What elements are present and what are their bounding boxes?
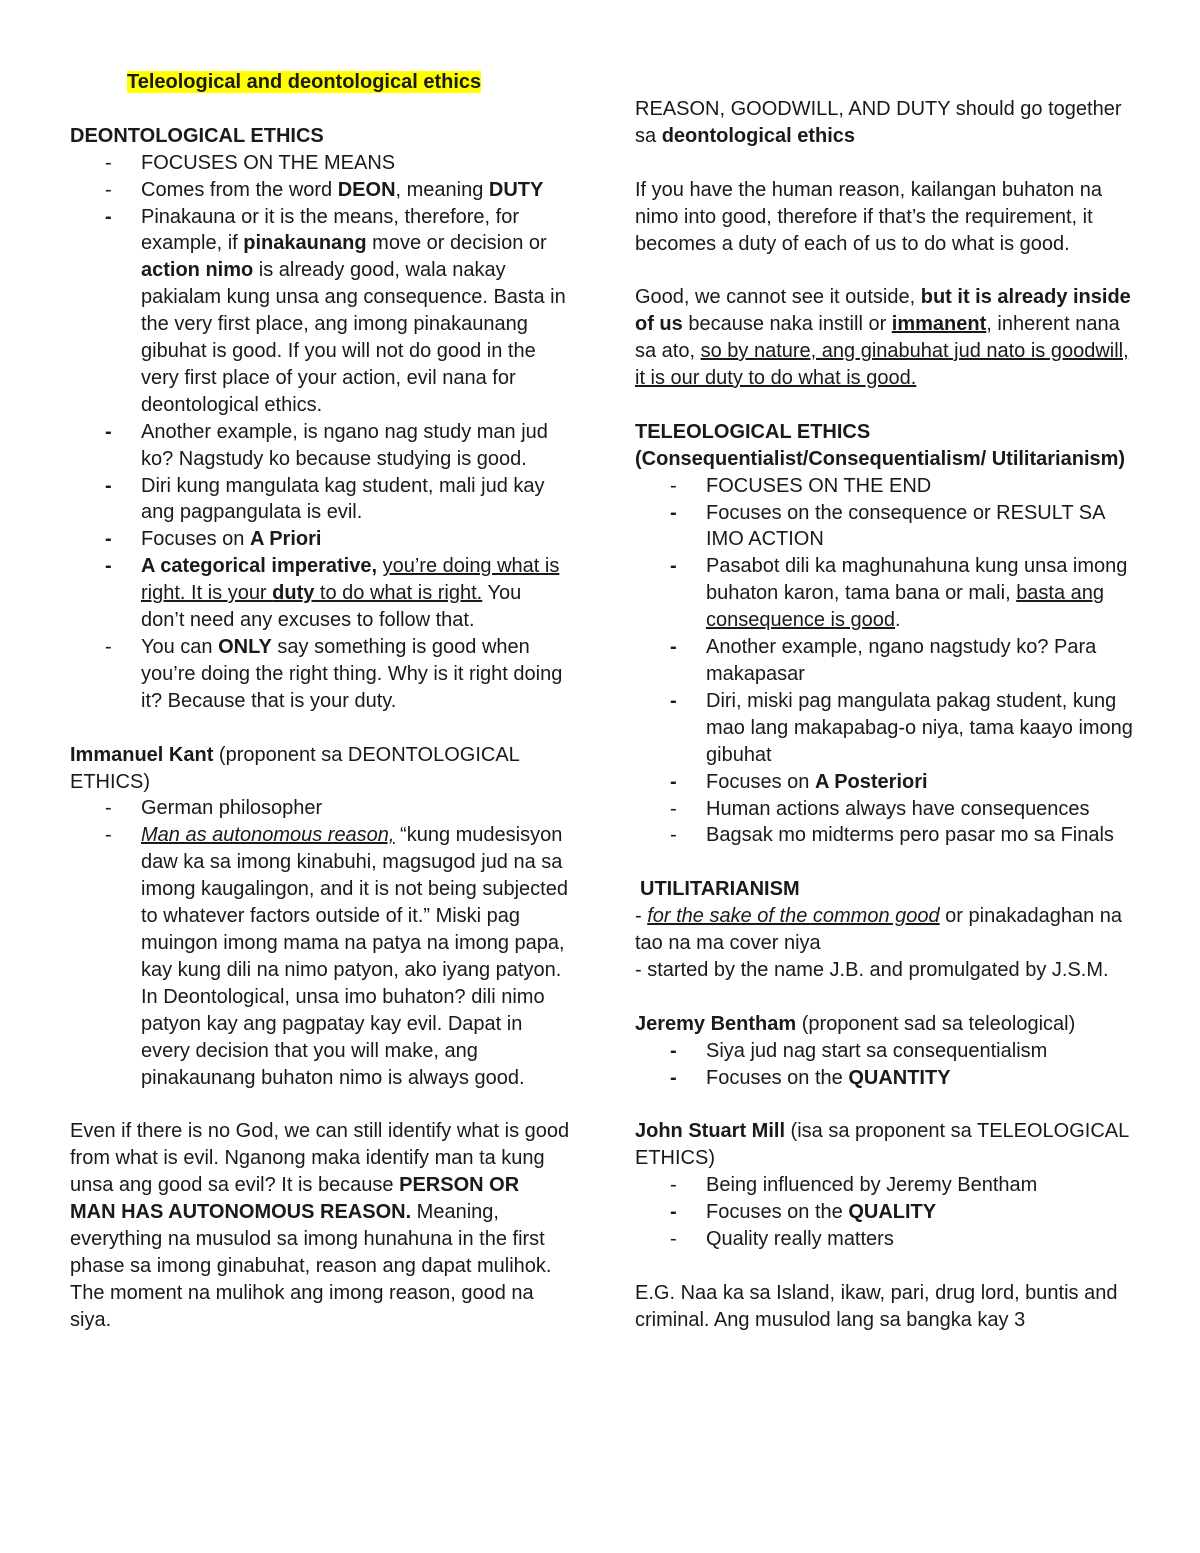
list-item: - You can ONLY say something is good when you’re doing the right thing. Why is it right doing it? Because that is your duty. [70, 634, 570, 715]
list-item: - Focuses on A Priori [70, 526, 570, 553]
list-item: - Being influenced by Jeremy Bentham [635, 1172, 1135, 1199]
list-item: - Comes from the word DEON, meaning DUTY [70, 177, 570, 204]
right-column [635, 96, 1135, 1334]
list-item: - Quality really matters [635, 1226, 1135, 1253]
list-item: - Diri kung mangulata kag student, mali jud kay ang pagpangulata is evil. [70, 473, 570, 527]
mill-list [635, 1172, 1135, 1253]
human-reason-paragraph: If you have the human reason, kailangan buhaton na nimo into good, therefore if that’s the requirement, it becomes a duty of each of us to do what is good. [635, 178, 1103, 255]
list-item: - FOCUSES ON THE MEANS [70, 150, 570, 177]
list-item: - Diri, miski pag mangulata pakag student, kung mao lang makapabag-o niya, tama kaayo imong gibuhat [635, 688, 1135, 769]
teleological-list [635, 473, 1135, 850]
left-column [70, 69, 570, 1334]
list-item: - Pasabot dili ka maghunahuna kung unsa imong buhaton karon, tama bana or mali, basta ang consequence is good. [635, 553, 1135, 634]
bentham-paragraph: Jeremy Bentham (proponent sad sa teleological) [635, 1012, 1076, 1035]
document-title: Teleological and deontological ethics [127, 71, 482, 93]
list-item: - Siya jud nag start sa consequentialism [635, 1038, 1135, 1065]
list-item: - Focuses on A Posteriori [635, 769, 1135, 796]
list-item: - Man as autonomous reason, “kung mudesisyon daw ka sa imong kinabuhi, magsugod jud na sa imong kaugalingon, and it is not being subjected to whatever factors outside of it.” Miski pag muingon imong mama na patya na imong papa, kay kung dili na nimo patyon, ako iyang patyon. In Deontological, unsa imo buhaton? dili nimo patyon kay ang pagpatay kay evil. Dapat in every decision that you will make, ang pinakaunang buhaton nimo is always good. [70, 822, 570, 1091]
utilitarianism-line-1: - for the sake of the common good or pinakadaghan na tao na ma cover niya [635, 905, 1122, 955]
bentham-list [635, 1038, 1135, 1092]
example-paragraph: E.G. Naa ka sa Island, ikaw, pari, drug lord, buntis and criminal. Ang musulod lang sa bangka kay 3 [635, 1281, 1118, 1331]
goodwill-paragraph: REASON, GOODWILL, AND DUTY should go together sa deontological ethics [635, 98, 1122, 147]
utilitarianism-heading: UTILITARIANISM [640, 878, 800, 901]
teleological-heading: TELEOLOGICAL ETHICS (Consequentialist/Consequentialism/ Utilitarianism) [635, 420, 1126, 470]
mill-paragraph: John Stuart Mill (isa sa proponent sa TELEOLOGICAL ETHICS) [635, 1120, 1129, 1170]
kant-paragraph: Immanuel Kant (proponent sa DEONTOLOGICAL ETHICS) [70, 743, 520, 793]
list-item: - FOCUSES ON THE END [635, 473, 1135, 500]
kant-list [70, 795, 570, 1091]
list-item: - Another example, is ngano nag study man jud ko? Nagstudy ko because studying is good. [70, 419, 570, 473]
autonomous-reason-paragraph: Even if there is no God, we can still identify what is good from what is evil. Nganong maka identify man ta kung unsa ang good sa evil? It is because PERSON OR MAN HAS AUTONOMOUS REASON. Meaning, everything na musulod sa imong hunahuna in the first phase sa imong ginabuhat, reason ang dapat mulihok. The moment na mulihok ang imong reason, good na siya. [70, 1120, 570, 1331]
deontological-list [70, 150, 570, 715]
list-item: - Human actions always have consequences [635, 796, 1135, 823]
list-item: - Bagsak mo midterms pero pasar mo sa Finals [635, 822, 1135, 849]
list-item: - Pinakauna or it is the means, therefore, for example, if pinakaunang move or decision or action nimo is already good, wala nakay pakialam kung unsa ang consequence. Basta in the very first place, ang imong pinakaunang gibuhat is good. If you will not do good in the very first place of your action, evil nana for deontological ethics. [70, 204, 570, 419]
list-item: - Focuses on the QUANTITY [635, 1065, 1135, 1092]
deontological-heading: DEONTOLOGICAL ETHICS [70, 124, 324, 147]
inside-of-us-paragraph: Good, we cannot see it outside, but it is already inside of us because naka instill or immanent, inherent nana sa ato, so by nature, ang ginabuhat jud nato is goodwill, it is our duty to do what is good. [635, 286, 1131, 390]
list-item: - Focuses on the consequence or RESULT SA IMO ACTION [635, 500, 1135, 554]
list-item: - German philosopher [70, 795, 570, 822]
list-item: - A categorical imperative, you’re doing what is right. It is your duty to do what is right. You don’t need any excuses to follow that. [70, 553, 570, 634]
list-item: - Focuses on the QUALITY [635, 1199, 1135, 1226]
list-item: - Another example, ngano nagstudy ko? Para makapasar [635, 634, 1135, 688]
utilitarianism-line-2: - started by the name J.B. and promulgated by J.S.M. [635, 958, 1109, 981]
